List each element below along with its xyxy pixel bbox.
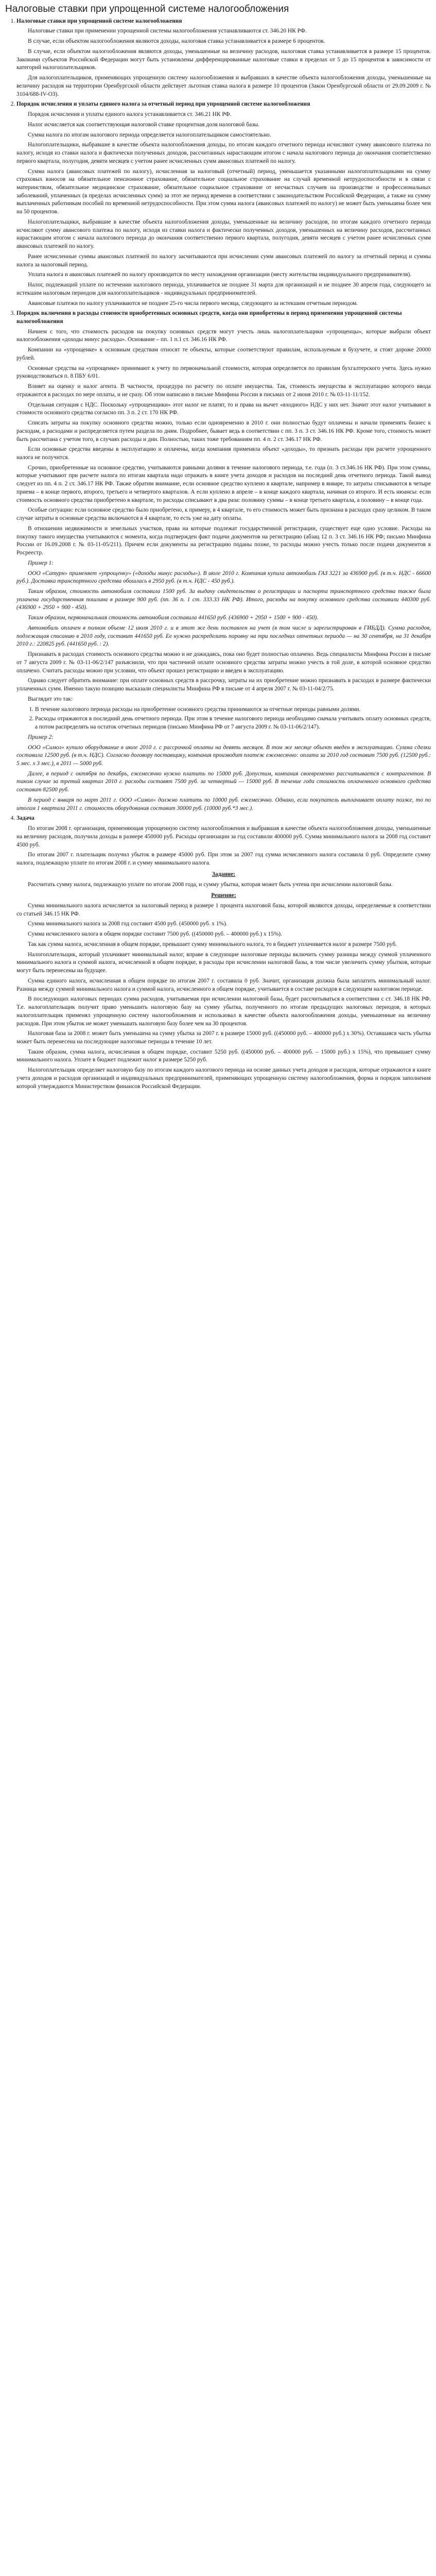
paragraph: Основные средства на «упрощенке» принимают к учету по первоначальной стоимости, которая определяется по правилам бухгалтерского учета. Здесь нужно руководствоваться п. 8 ПБУ 6/01. [16, 365, 431, 380]
example-paragraph: ООО «Симол» купило оборудование в июле 2010 г. с рассрочкой оплаты на девять месяцев. В том же месяце объект введен в эксплуатацию. Сумма сделки составила 12500 руб. (в т.ч. НДС). Согласно договору поставщику, компания производит платеж ежемесячно: оплата за 2010 год составит 7500 руб. (12500 руб.: 5 мес. x 3 мес.), в 2011 — 5000 руб. [16, 744, 431, 767]
paragraph: Сумма исчисленного налога в общем порядке составит 7500 руб. ((450000 руб. – 400000 руб.) х 15%). [28, 931, 282, 938]
paragraph: Срочно, приобретенные на основное средство, учитываются равными долями в течение налогового периода, т.е. года (п. 3 ст.346.16 НК РФ). При этом суммы, которые учитывают при расчете налога по итогам квартала надо отражать в книге учета доходов и расходов на последний день отчетного периода. Такой вывод следует из пп. 4 п. 2 ст. 346.17 НК РФ. Также обратим внимание, если основное средство куплено в квартале, например в январе, то затраты списываются в четыре приема – в конце первого, второго, третьего и четвертого кварталов. А если куплено в апреле – в конце каждого квартала, начиная со второго. И есть нюансы: если стоимость основного средства приобретено в квартале, то расходы списывают в два раза: половину суммы – в конце третьего квартала, а половину – в конце года. [16, 464, 431, 503]
paragraph: Таким образом, сумма налога, исчисленная в общем порядке, составит 5250 руб. ((450000 руб. – 400000 руб. – 15000 руб.) х 15%), что превышает сумму минимального налога. Уплате в бюджет подлежит налог в размере 5250 руб. [16, 1048, 431, 1063]
paragraph: По итогам 2007 г. плательщик получил убыток в размере 45000 руб. При этом за 2007 год сумма исчисленного налога составила 0 руб. Определите сумму налога, подлежащую уплате по итогам 2008 г. и сумму минимального налога. [16, 852, 431, 867]
section-heading: 2. Порядок исчисления и уплаты единого налога за отчетный период при упрощенной системе налогообложения [16, 101, 310, 108]
paragraph: Особые ситуации: если основное средство было приобретено, к примеру, в 4 квартале, то его стоимость может быть признана в расходах сразу целиком. В таком случае затраты в основные средства включаются в 4 квартале, то есть уже на дату оплаты. [16, 507, 431, 522]
paragraph: В случае, если объектом налогообложения являются доходы, уменьшенные на величину расходов, налоговая ставка устанавливается в размере 15 процентов. Законами субъектов Российской Федерации могут быть установлены дифференцированные налоговые ставки в пределах от 5 до 15 процентов в зависимости от категорий налогоплательщиков. [16, 48, 431, 71]
paragraph: Налогоплательщики, выбравшие в качестве объекта налогообложения доходы, по итогам каждого отчетного периода исчисляют сумму авансового платежа по налогу, исходя из ставки налога и фактически полученных доходов, рассчитанных нарастающим итогом с начала налогового периода до окончания соответственно первого квартала, полугодия, девяти месяцев с учетом ранее исчисленных сумм авансовых платежей по налогу. [16, 142, 431, 164]
example-paragraph: Таким образом, стоимость автомобиля составила 1500 руб. За выдачу свидетельства о регистрации и паспорта транспортного средства также была уплачена государственная пошлина в размере 900 руб. (пп. 36 п. 1 ст. 333.33 НК РФ). Итого, расходы на покупку основного средства составили 440300 руб. (436900 + 2950 + 900 - 450). [16, 588, 431, 611]
paragraph: Налогоплательщик, который уплачивает минимальный налог, вправе в следующие налоговые периоды включить сумму разницы между суммой уплаченного минимального налога и суммой налога, исчисленной в общем порядке, в расходы при исчислении налоговой базы, в том числе увеличить сумму убытков, которые могут быть перенесены на будущее. [16, 951, 431, 974]
document-page [0, 0, 436, 1103]
example-paragraph: Таким образом, первоначальная стоимость автомобиля составила 441650 руб. (436900 + 2950 + 1500 + 900 - 450). [28, 615, 319, 621]
paragraph: Сумма налога (авансовых платежей по налогу), исчисленная за налоговый (отчетный) период, уменьшается указанными налогоплательщиками на сумму страховых взносов на обязательное пенсионное страхование, обязательное социальное страхование на случай временной нетрудоспособности и в связи с материнством, обязательное медицинское страхование, обязательное социальное страхование от несчастных случаев на производстве и профессиональных заболеваний, уплаченных (в пределах исчисленных сумм) за этот же период времени в соответствии с законодательством Российской Федерации, а также на сумму выплаченных работникам пособий по временной нетрудоспособности. При этом сумма налога (авансовых платежей по налогу) не может быть уменьшена более чем на 50 процентов. [16, 168, 431, 215]
section-1 [16, 18, 431, 99]
paragraph: Признавать в расходах стоимость основного средства можно и не дожидаясь, пока оно будет полностью оплачено. Ведь специалисты Минфина России в письме от 7 августа 2009 г. № 03-11-06/2/147 разъяснили, что при частичной оплате основного средства затраты можно учесть в той доле, в которой основное средство оплачено. Считать расходы можно при условии, что объект прошел регистрацию и введен в эксплуатацию. [16, 651, 431, 674]
paragraph: Уплата налога и авансовых платежей по налогу производится по месту нахождения организации (месту жительства индивидуального предпринимателя). [28, 272, 412, 278]
paragraph: Налогоплательщик определяет налоговую базу по итогам каждого налогового периода на основе данных учета доходов и расходов, которые отражаются в книге учета доходов и расходов организаций и индивидуальных предпринимателей, применяющих упрощенную систему налогообложения, форма и порядок заполнения которой утверждаются Министерством финансов Российской Федерации. [16, 1067, 431, 1090]
example-paragraph: Пример 2: [28, 734, 54, 740]
paragraph: Налоговая база за 2008 г. может быть уменьшена на сумму убытка за 2007 г. в размере 15000 руб. ((450000 руб. – 400000 руб.) х 30%). Оставшаяся часть убытка может быть перенесена на последующие налоговые периоды в течение 10 лет. [16, 1030, 431, 1045]
paragraph: В последующих налоговых периодах сумма расходов, учитываемая при исчислении налоговой базы, будет рассчитываться в соответствии с ст. 346.18 НК РФ. Т.е. налогоплательщик получит право уменьшить налоговую базу на сумму убытка, полученного по итогам предыдущих налоговых периодов, в которых налогоплательщик применял упрощенную систему налогообложения и использовал в качестве объекта налогообложения доходы, уменьшенные на величину расходов. При этом убыток не может уменьшать налоговую базу более чем на 30 процентов. [16, 996, 431, 1027]
paragraph: Если основные средства введены в эксплуатацию и оплачены, когда компания применяла объект «доходы», то признать расходы при расчете упрощенного налога не получится. [16, 446, 431, 461]
section-list [5, 18, 431, 1091]
paragraph: Списать затраты на покупку основного средства можно, только если одновременно в 2010 г. они полностью будут оплачены и начали применять бизнес к расходам, а расходами и распределяется путем раздела по дням. Подробнее, бывает ведь в соответствии с пп. 3 п. 3 ст. 346.16 НК РФ. Кроме того, стоимость может быть рассчитана с учетом того, в случаях расходы и дни. Полностью, таких тоже требованиям пп. 4 п. 2 ст. 346.17 НК РФ. [16, 420, 431, 443]
paragraph: Налог исчисляется как соответствующая налоговой ставке процентная доля налоговой базы. [28, 121, 260, 128]
paragraph: Начнем с того, что стоимость расходов на покупку основных средств могут учесть лишь налогоплательщики «упрощенцы», которые выбрали объект налогообложения «доходы минус расходы». Основание – пп. 1 п.1 ст. 346.16 НК РФ. [16, 328, 431, 343]
list-item: 2. Расходы отражаются в последний день отчетного периода. При этом в течение налогового периода необходимо сначала учитывать оплату основных средств, а потом распределять на остаток отчетных периодов (письмо Минфина РФ от 7 августа 2009 г. № 03-11-06/2/147). [35, 715, 431, 731]
paragraph: Однако следует обратить внимание: при оплате основных средств в рассрочку, затраты на их приобретение можно признавать в расходах в размере фактически уплаченных сумм. Именно такую позицию высказали специалисты Минфина РФ в письме от 4 апреля 2007 г. № 03-11-04/2/75. [16, 677, 431, 692]
example-paragraph: Далее, в период с октября по декабрь, ежемесячно нужно платить по 15000 руб. Допустим, компания своевременно рассчитывается с контрагентом. В таком случае за третий квартал 2010 г. расходы составят 7500 руб. за четвертый — 15000 руб. В течение года стоимость оплаченного основного средства составит 82500 руб. [16, 770, 431, 793]
paragraph: Сумма минимального налога исчисляется за налоговый период в размере 1 процента налоговой базы, которой являются доходы, определяемые в соответствии со статьей 346.15 НК РФ. [16, 902, 431, 917]
example-paragraph: Пример 1: [28, 560, 54, 566]
section-heading: 4. Задача [16, 815, 34, 822]
paragraph: Ранее исчисленные суммы авансовых платежей по налогу засчитываются при исчислении сумм авансовых платежей по налогу за отчетный период и суммы налога за налоговый период. [16, 253, 431, 268]
page-title: Налоговые ставки при упрощенной системе налогообложения [5, 4, 289, 14]
section-4 [16, 815, 431, 1091]
paragraph: По итогам 2008 г. организация, применяющая упрощенную систему налогообложения и выбравшая в качестве объекта налогообложения доходы, уменьшенные на величину расходов, получила доходы в размере 450000 руб. Расходы организации за год составили 400000 руб. Сумма минимального налога за 2008 год составит 4500 руб. [16, 825, 431, 848]
paragraph: Налог, подлежащий уплате по истечении налогового периода, уплачивается не позднее 31 марта для организаций и не позднее 30 апреля года, следующего за истекшим налоговым периодом для налогоплательщиков - индивидуальных предпринимателей. [16, 282, 431, 296]
paragraph: Авансовые платежи по налогу уплачиваются не позднее 25-го числа первого месяца, следующего за истекшим отчетным периодом. [28, 300, 358, 307]
paragraph: Порядок исчисления и уплаты единого налога устанавливается ст. 346.21 НК РФ. [28, 111, 232, 118]
paragraph: Для налогоплательщиков, применяющих упрощенную систему налогообложения и выбравших в качестве объекта налогообложения доходы, уменьшенные на величину расходов на территории Оренбургской области действует льготная ставка налога в размере 10 процентов (Закон Оренбургской области от 29.09.2009 г. № 3104/688-IV-ОЗ). [16, 75, 431, 97]
paragraph: Налоговые ставки при применении упрощенной системы налогообложения устанавливаются ст. 346.20 НК РФ. [28, 28, 307, 35]
section-heading: 3. Порядок включения в расходы стоимости приобретенных основных средств, когда они приобретены в период применения упрощенной системы налогообложения [16, 310, 402, 325]
paragraph: Рассчитать сумму налога, подлежащую уплате по итогам 2008 года, и сумму убытка, которая может быть учтена при исчислении налоговой базы. [28, 881, 393, 888]
subheading: Задание: [212, 871, 236, 877]
numbered-list [16, 706, 431, 732]
paragraph: Выглядит это так: [28, 696, 73, 702]
paragraph: Сумма минимального налога за 2008 год составит 4500 руб. (450000 руб. х 1%). [28, 921, 228, 927]
subheading: Решение: [211, 892, 236, 899]
example-paragraph: Автомобиль оплачен в полном объеме 12 июля 2010 г. и в этот же день поставлен на учет (в том числе и зарегистрирован в ГИБДД). Сумма расходов, подлежащая списанию в 2010 году, составит 441650 руб. Ее нужно распределить поровну на три последних отчетных периода — на 30 сентября, на 31 декабря 2010 г.: 220825 руб. (441650 руб. : 2). [16, 624, 431, 648]
paragraph: Сумма налога по итогам налогового периода определяется налогоплательщиком самостоятельно. [28, 131, 271, 138]
section-2 [16, 100, 431, 308]
paragraph: Налогоплательщики, выбравшие в качестве объекта налогообложения доходы, уменьшенные на величину расходов, по итогам каждого отчетного периода исчисляют сумму авансового платежа по налогу, исходя из ставки налога и фактически полученных доходов, уменьшенных на величину расходов, рассчитанных нарастающим итогом с начала налогового периода до окончания соответственно первого квартала, полугодия, девяти месяцев с учетом ранее исчисленных сумм авансовых платежей по налогу. [16, 218, 431, 250]
list-item: 1. В течение налогового периода расходы на приобретение основного средства принимаются за отчетные периоды равными долями. [35, 706, 431, 714]
paragraph: В отношении недвижимости и земельных участков, права на которые подлежат государственной регистрации, существует еще одно условие. Расходы на покупку такого имущества учитываются с момента, когда подтвержден факт подачи документов на регистрацию (абзац 12 п. 3 ст. 346.16 НК РФ; письмо Минфина России от 16.09.2008 г. № 03-11-05/211). Причем если документы на регистрацию поданы позже, то расходы можно учесть только после подачи документов в Росреестр. [16, 525, 431, 556]
example-paragraph: В период с января по март 2011 г. ООО «Симол» должно платить по 10000 руб. ежемесячно. Однако, если покупатель выплачивает оплату позже, то по итогам 1 квартала 2011 г. стоимость оборудования составит 30000 руб. (10000 руб.*3 мес.). [16, 796, 431, 811]
paragraph: Отдельная ситуация с НДС. Поскольку «упрощенщики» этот налог не платят, то и права на вычет «входного» НДС у них нет. Значит этот налог учитывают в стоимости основного средства согласно пп. 3 п. 2 ст. 170 НК РФ. [16, 401, 431, 416]
paragraph: Так как сумма налога, исчисленная в общем порядке, превышает сумму минимального налога, то в бюджет уплачивается налог в размере 7500 руб. [28, 941, 397, 947]
paragraph: Сумма единого налога, исчисленная в общем порядке по итогам 2007 г. составила 0 руб. Значит, организация должна была заплатить минимальный налог. Разница между суммой минимального налога и суммой налога, исчисленного в общем порядке, учитывается в составе расходов в следующем налоговом периоде. [16, 977, 431, 992]
section-3 [16, 310, 431, 812]
paragraph: Влияет на оценку и налог агента. В частности, процедура по расчету по оплате имущества. Так, стоимость имущества в эксплуатацию которого ввода отражаются в расходах по мере оплаты, и не сразу. Об этом написано в письме Минфина России в письмах от 2 июня 2010 г. № 03-11-11/152. [16, 383, 431, 398]
paragraph: В случае, если объектом налогообложения являются доходы, налоговая ставка устанавливается в размере 6 процентов. [28, 38, 325, 45]
paragraph: Компании на «упрощенке» к основным средствам относят те объекты, которые соответствуют правилам, используемым в бухучете, и стоят дороже 20000 рублей. [16, 347, 431, 361]
section-heading: 1. Налоговые ставки при упрощенной системе налогообложения [16, 18, 182, 24]
example-paragraph: ООО «Сатурн» применяет «упрощенку» («доходы минус расходы»). В июле 2010 г. Компания купила автомобиль ГАЗ 3221 за 436900 руб. (в т.ч. НДС - 66600 руб.). Доставка транспортного средства обошлась в 2950 руб. (в т.ч. НДС - 450 руб.). [16, 570, 431, 585]
